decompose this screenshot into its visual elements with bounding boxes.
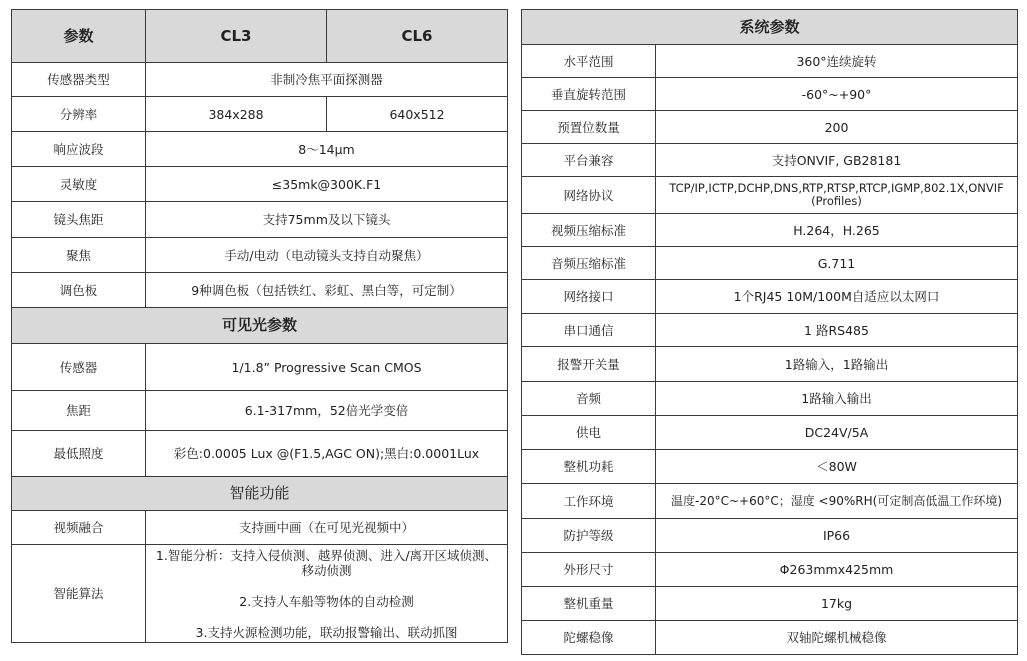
row-label: 智能算法 (12, 545, 146, 643)
table-row (12, 273, 508, 308)
section-row (12, 308, 508, 344)
row-value: 1/1.8” Progressive Scan CMOS (146, 344, 508, 391)
table-row (12, 97, 508, 132)
row-value: 支持画中画（在可见光视频中） (146, 511, 508, 545)
section-row (12, 477, 508, 511)
table-row (522, 450, 1018, 484)
row-label: 网络协议 (522, 177, 656, 214)
row-value: 彩色:0.0005 Lux @(F1.5,AGC ON);黑白:0.0001Lux (146, 431, 508, 477)
row-label: 音频压缩标准 (522, 247, 656, 280)
table-row (522, 280, 1018, 314)
row-value: IP66 (656, 519, 1018, 553)
header-row (12, 10, 508, 63)
row-value: 非制冷焦平面探测器 (146, 63, 508, 97)
row-label: 聚焦 (12, 238, 146, 273)
row-value: 17kg (656, 587, 1018, 621)
row-value: DC24V/5A (656, 416, 1018, 450)
section-title-smart: 智能功能 (12, 477, 508, 511)
section-title-visible: 可见光参数 (12, 308, 508, 344)
row-value: H.264，H.265 (656, 214, 1018, 247)
row-value: 1个RJ45 10M/100M自适应以太网口 (656, 280, 1018, 314)
table-row (522, 78, 1018, 111)
cl3-value: 384x288 (146, 97, 327, 132)
row-value: 360°连续旋转 (656, 45, 1018, 78)
algorithm-line-2: 2.支持人车船等物体的自动检测 (239, 593, 414, 609)
section-title-system: 系统参数 (522, 10, 1018, 45)
table-row (522, 247, 1018, 280)
cl6-value: 640x512 (327, 97, 508, 132)
table-row (12, 545, 508, 643)
row-label: 分辨率 (12, 97, 146, 132)
row-value: 双轴陀螺机械稳像 (656, 621, 1018, 655)
algorithm-line-1b: 移动侦测 (301, 562, 352, 578)
table-row (522, 382, 1018, 416)
row-value: 6.1-317mm，52倍光学变倍 (146, 391, 508, 431)
row-label: 视频压缩标准 (522, 214, 656, 247)
table-row (12, 238, 508, 273)
row-label: 垂直旋转范围 (522, 78, 656, 111)
row-value: 1 路RS485 (656, 314, 1018, 347)
table-row (522, 347, 1018, 382)
row-label: 陀螺稳像 (522, 621, 656, 655)
table-row (522, 45, 1018, 78)
row-value (656, 177, 1018, 214)
row-value: 手动/电动（电动镜头支持自动聚焦） (146, 238, 508, 273)
row-label: 音频 (522, 382, 656, 416)
row-value: 1路输入，1路输出 (656, 347, 1018, 382)
section-row (522, 10, 1018, 45)
row-label: 整机重量 (522, 587, 656, 621)
table-row (522, 553, 1018, 587)
row-label: 传感器类型 (12, 63, 146, 97)
row-value: 200 (656, 111, 1018, 144)
row-label: 平台兼容 (522, 144, 656, 177)
row-value: 9种调色板（包括铁红、彩虹、黑白等，可定制） (146, 273, 508, 308)
row-label: 工作环境 (522, 484, 656, 519)
table-row (522, 177, 1018, 214)
row-label: 传感器 (12, 344, 146, 391)
row-value: ≤35mk@300K.F1 (146, 167, 508, 202)
table-row (522, 519, 1018, 553)
row-label: 串口通信 (522, 314, 656, 347)
table-row (522, 111, 1018, 144)
row-label: 最低照度 (12, 431, 146, 477)
algorithm-line-1: 1.智能分析：支持入侵侦测、越界侦测、进入/离开区域侦测、 (155, 547, 498, 563)
row-label: 预置位数量 (522, 111, 656, 144)
row-value: ＜80W (656, 450, 1018, 484)
table-row (522, 214, 1018, 247)
row-value: 支持ONVIF, GB28181 (656, 144, 1018, 177)
table-row (522, 144, 1018, 177)
row-label: 灵敏度 (12, 167, 146, 202)
cl3-header: CL3 (146, 10, 327, 63)
row-value: 1路输入输出 (656, 382, 1018, 416)
algorithm-line-3: 3.支持火源检测功能，联动报警输出、联动抓图 (195, 624, 458, 640)
row-value: 8～14μm (146, 132, 508, 167)
row-label: 响应波段 (12, 132, 146, 167)
algorithm-value (146, 545, 508, 643)
table-row (12, 202, 508, 238)
table-row (522, 314, 1018, 347)
row-label: 视频融合 (12, 511, 146, 545)
row-label: 焦距 (12, 391, 146, 431)
row-value: Φ263mmx425mm (656, 553, 1018, 587)
table-row (12, 391, 508, 431)
row-label: 外形尺寸 (522, 553, 656, 587)
cl6-header: CL6 (327, 10, 508, 63)
row-label: 网络接口 (522, 280, 656, 314)
row-value: 支持75mm及以下镜头 (146, 202, 508, 238)
left-spec-table (11, 9, 508, 643)
row-label: 供电 (522, 416, 656, 450)
row-label: 镜头焦距 (12, 202, 146, 238)
row-label: 报警开关量 (522, 347, 656, 382)
table-row (522, 484, 1018, 519)
table-row (12, 511, 508, 545)
row-value: G.711 (656, 247, 1018, 280)
protocol-line-2: (Profiles) (811, 194, 862, 208)
row-label: 调色板 (12, 273, 146, 308)
right-spec-table (521, 9, 1018, 655)
table-row (12, 167, 508, 202)
row-label: 整机功耗 (522, 450, 656, 484)
row-label: 防护等级 (522, 519, 656, 553)
param-header: 参数 (12, 10, 146, 63)
table-row (12, 344, 508, 391)
table-row (522, 587, 1018, 621)
row-value: -60°~+90° (656, 78, 1018, 111)
protocol-line-1: TCP/IP,ICTP,DCHP,DNS,RTP,RTSP,RTCP,IGMP,802.1X,ONVIF (669, 181, 1004, 195)
table-row (522, 621, 1018, 655)
row-label: 水平范围 (522, 45, 656, 78)
table-row (522, 416, 1018, 450)
row-value: 温度-20°C~+60°C；湿度 <90%RH(可定制高低温工作环境) (656, 484, 1018, 519)
table-row (12, 132, 508, 167)
table-row (12, 63, 508, 97)
table-row (12, 431, 508, 477)
